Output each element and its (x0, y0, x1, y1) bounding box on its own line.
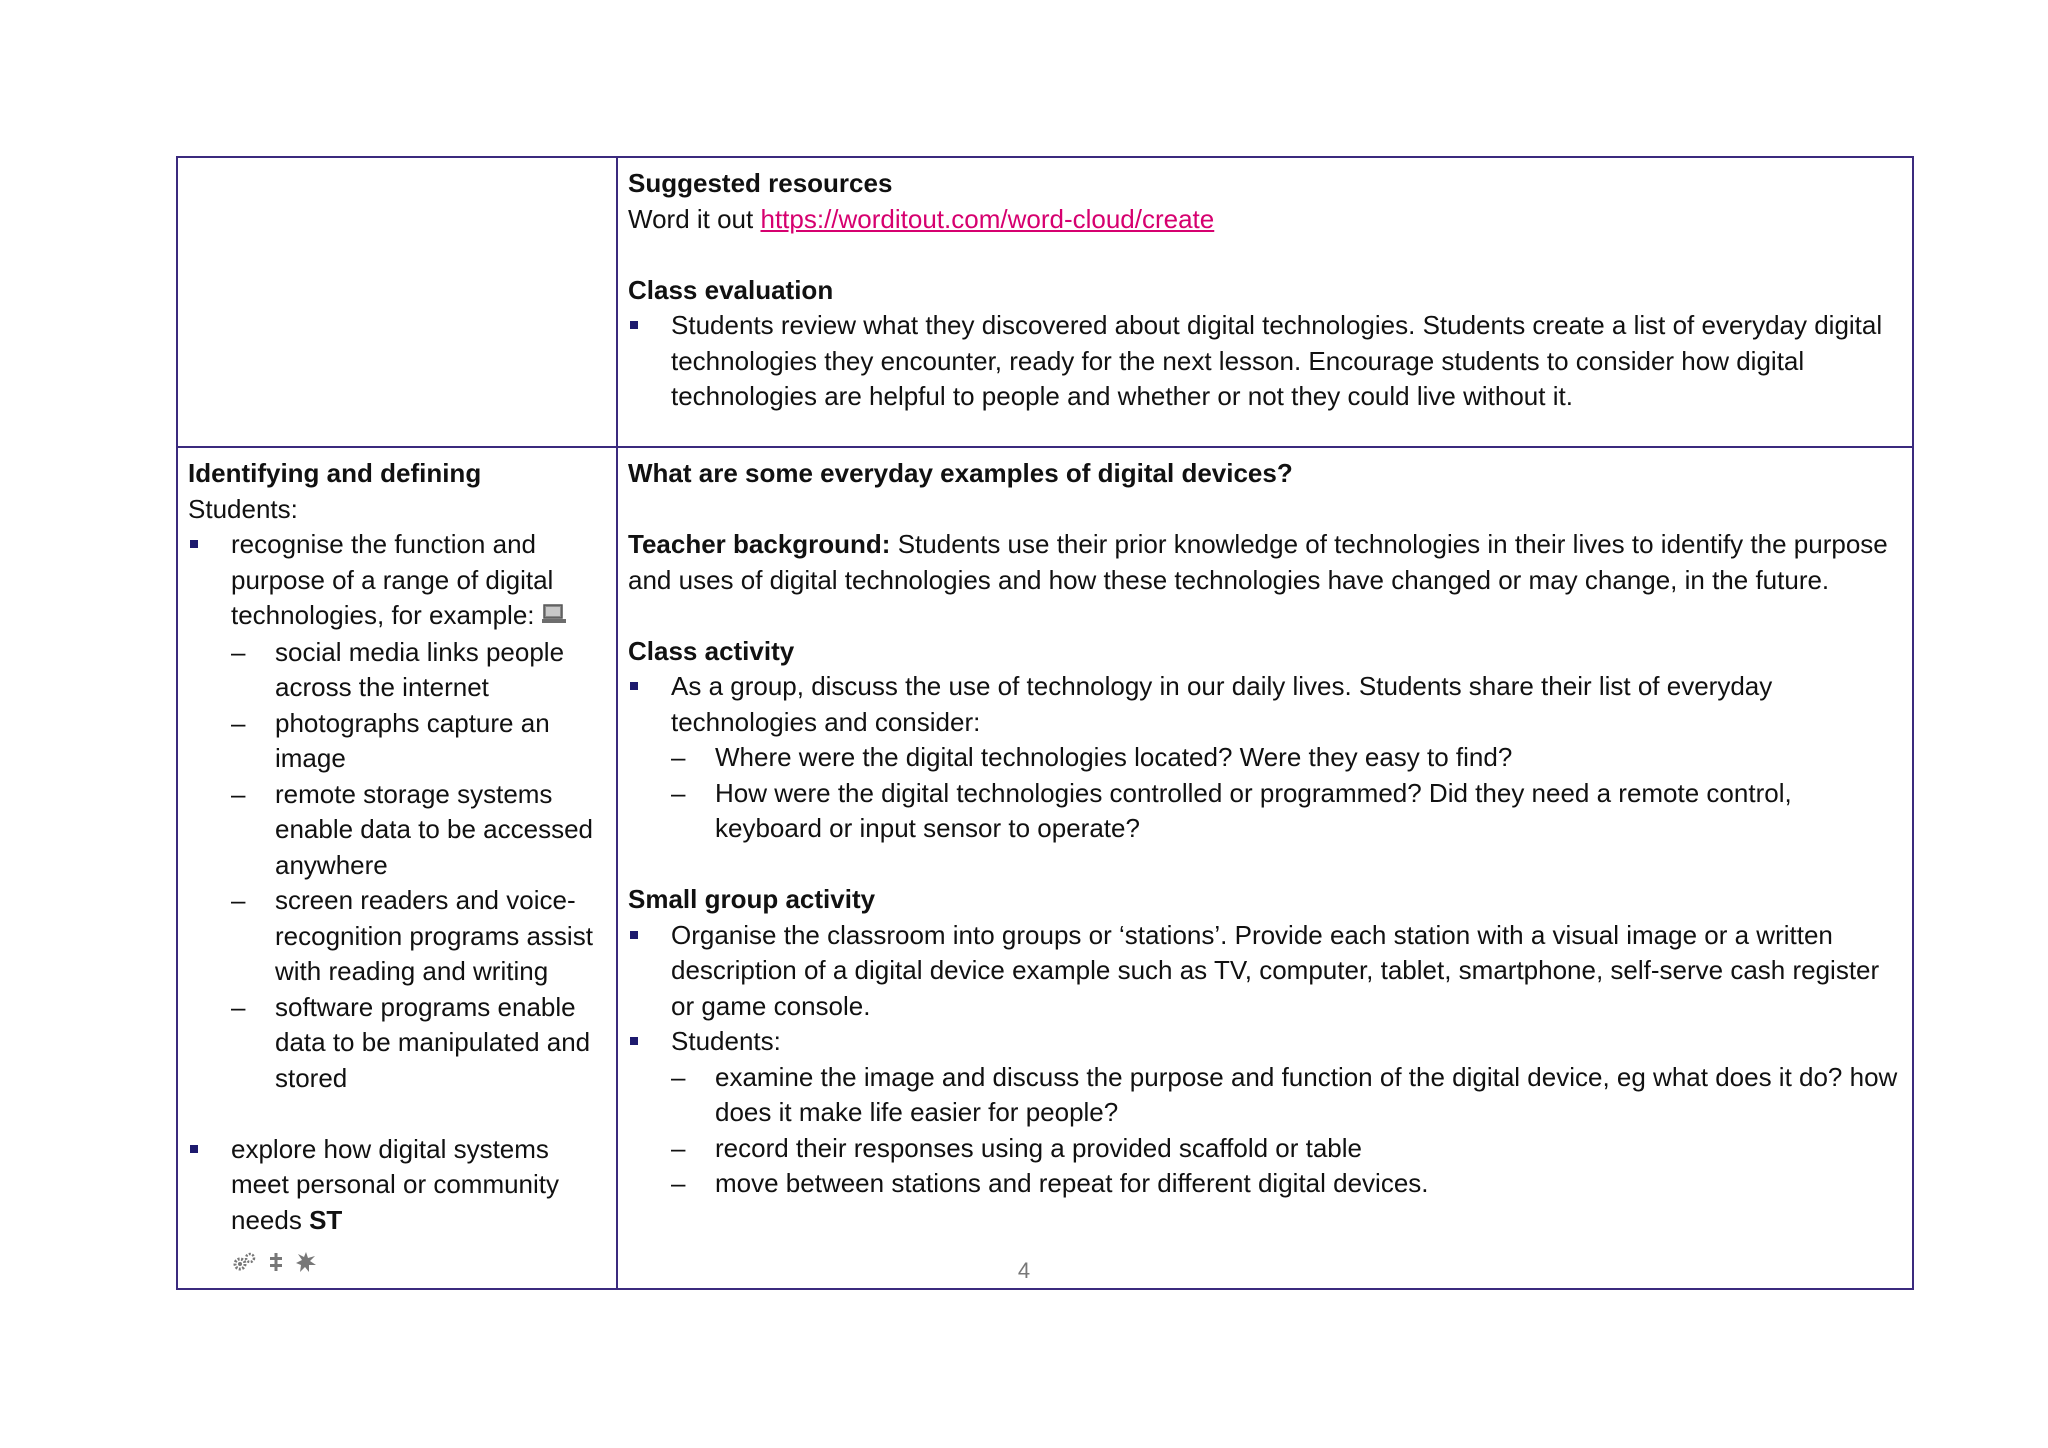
question-heading: What are some everyday examples of digital devices? (628, 458, 1293, 488)
small-group-sublist (671, 1060, 1902, 1202)
list-item: Organise the classroom into groups or ‘stations’. Provide each station with a visual image or a written description of a digital device example such as TV, computer, tablet, smartphone, self-serve cash register or game console. (628, 918, 1902, 1025)
teacher-background (628, 527, 1902, 598)
list-item: – remote storage systems enable data to be accessed anywhere (231, 777, 606, 884)
class-activity-list (628, 669, 1902, 847)
resources-line (628, 202, 1902, 238)
outcomes-list-2 (188, 1132, 606, 1278)
outcome-text: explore how digital systems meet personal or community needs (231, 1133, 560, 1235)
resources-cell (617, 157, 1913, 447)
outcomes-list (188, 527, 606, 1096)
lesson-table (176, 156, 1914, 1290)
worditout-link[interactable]: https://worditout.com/word-cloud/create (760, 203, 1215, 234)
class-activity-sublist (671, 740, 1902, 847)
list-item: – record their responses using a provided scaffold or table (671, 1131, 1902, 1167)
list-item (628, 1024, 1902, 1202)
list-item: – Where were the digital technologies located? Were they easy to find? (671, 740, 1902, 776)
evaluation-list (628, 308, 1902, 415)
teacher-background-text: Students use their prior knowledge of technologies in their lives to identify the purpose and uses of digital technologies and how these technologies have changed or may change, in the future. (628, 529, 1888, 595)
computer-icon (541, 599, 567, 635)
list-item: – screen readers and voice-recognition programs assist with reading and writing (231, 883, 606, 990)
list-item: – examine the image and discuss the purpose and function of the digital device, eg what does it do? how does it make life easier for people? (671, 1060, 1902, 1131)
list-item (628, 669, 1902, 847)
outcomes-cell (177, 447, 617, 1289)
table-row (177, 447, 1913, 1289)
examples-list (231, 635, 606, 1097)
class-activity-heading: Class activity (628, 635, 795, 666)
students-intro: Students: (188, 493, 298, 524)
list-item: Students review what they discovered about digital technologies. Students create a list of everyday digital technologies they encounter, ready for the next lesson. Encourage students to consider how digital technologies are helpful to people and whether or not they could live without it. (628, 308, 1902, 415)
small-group-list (628, 918, 1902, 1202)
list-item: – move between stations and repeat for different digital devices. (671, 1166, 1902, 1202)
st-tag: ST (309, 1204, 343, 1235)
list-item: – How were the digital technologies controlled or programmed? Did they need a remote control, keyboard or input sensor to operate? (671, 776, 1902, 847)
table-row (177, 157, 1913, 447)
small-group-heading: Small group activity (628, 884, 876, 914)
list-item: – photographs capture an image (231, 706, 606, 777)
list-item: – social media links people across the internet (231, 635, 606, 706)
list-item (188, 1132, 606, 1278)
list-item: – software programs enable data to be manipulated and stored (231, 990, 606, 1097)
resources-heading: Suggested resources (628, 168, 893, 198)
teacher-background-label: Teacher background: (628, 529, 891, 559)
class-evaluation-heading: Class evaluation (628, 274, 834, 305)
identifying-defining-heading: Identifying and defining (188, 458, 482, 488)
resources-text: Word it out (628, 203, 754, 234)
empty-cell (177, 157, 617, 447)
class-activity-text: As a group, discuss the use of technology in our daily lives. Students share their list of everyday technologies and consider: (671, 671, 1773, 737)
activities-cell (617, 447, 1913, 1289)
students-label: Students: (671, 1026, 781, 1056)
page-number: 4 (1017, 1258, 1031, 1283)
outcome-text: recognise the function and purpose of a range of digital technologies, for example: (231, 529, 554, 630)
list-item (188, 527, 606, 1096)
